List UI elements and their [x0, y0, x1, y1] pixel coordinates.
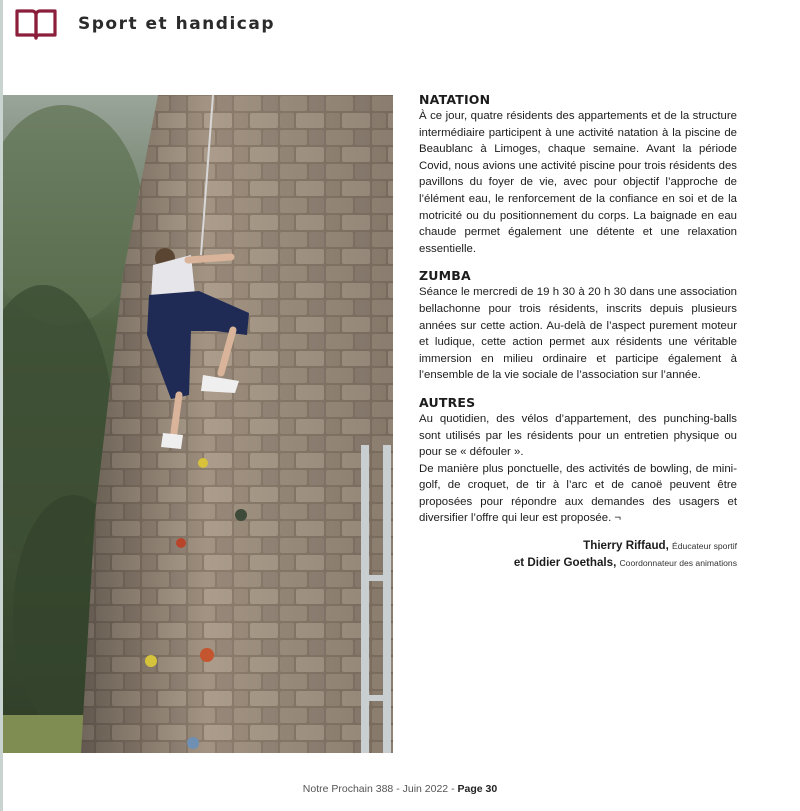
author-role: Coordonnateur des animations [619, 557, 737, 568]
signature-line-2 [419, 555, 737, 572]
footer-separator: - [396, 783, 400, 795]
section-paragraph: Séance le mercredi de 19 h 30 à 20 h 30 dans une association bellachonne pour trois résidents, inscrits depuis plusieurs années sur cette action. Au-delà de l’aspect purement moteur et ludique, cette action permet aux résidents une véritable immersion en milieu ordinaire et participe également à l’ensemble de la vie sociale de l’association sur l’année. [419, 286, 737, 382]
author-name: et Didier Goethals, [513, 555, 617, 569]
section-zumba [419, 268, 737, 384]
author-role: Éducateur sportif [672, 541, 737, 552]
section-paragraph: À ce jour, quatre résidents des appartements et de la structure intermédiaire participent à une activité natation à la piscine de Beaublanc à Limoges, chaque semaine. Avant la période Covid, nous avions une activité piscine pour trois résidents des pavillons du foyer de vie, avec pour objectif l’approche de l’élément eau, le renforcement de la confiance en soi et de la motricité ou du positionnement du corps. La baignade en eau chaude permet également une détente et une relaxation essentielle. [419, 110, 737, 255]
signature-line-1 [419, 538, 737, 555]
climbing-wall-photo [3, 95, 393, 753]
page-header [14, 6, 275, 42]
magazine-issue: Notre Prochain 388 [302, 783, 394, 795]
footer-separator: - [451, 783, 455, 795]
section-autres [419, 395, 737, 527]
issue-date: Juin 2022 [402, 783, 449, 795]
article-text [419, 92, 737, 571]
page-footer [0, 783, 800, 795]
section-paragraph: Au quotidien, des vélos d’appartement, des punching-balls sont utilisés par les résidents pour un entretien physique ou pour se « défouler ». [419, 412, 737, 459]
page-number: Page 30 [457, 783, 498, 795]
section-heading: AUTRES [419, 394, 476, 410]
book-icon [14, 7, 58, 41]
section-title: Sport et handicap [78, 14, 275, 34]
section-heading: NATATION [419, 92, 491, 107]
section-paragraph: De manière plus ponctuelle, des activités de bowling, de mini-golf, de croquet, de tir à l’arc et de canoë peuvent être proposées pour répondre aux demandes des usagers et diversifier l’offre qui leur est proposée. ¬ [419, 462, 737, 525]
author-name: Thierry Riffaud, [583, 539, 669, 553]
section-heading: ZUMBA [419, 268, 471, 284]
section-natation [419, 92, 737, 257]
signature [419, 538, 737, 571]
